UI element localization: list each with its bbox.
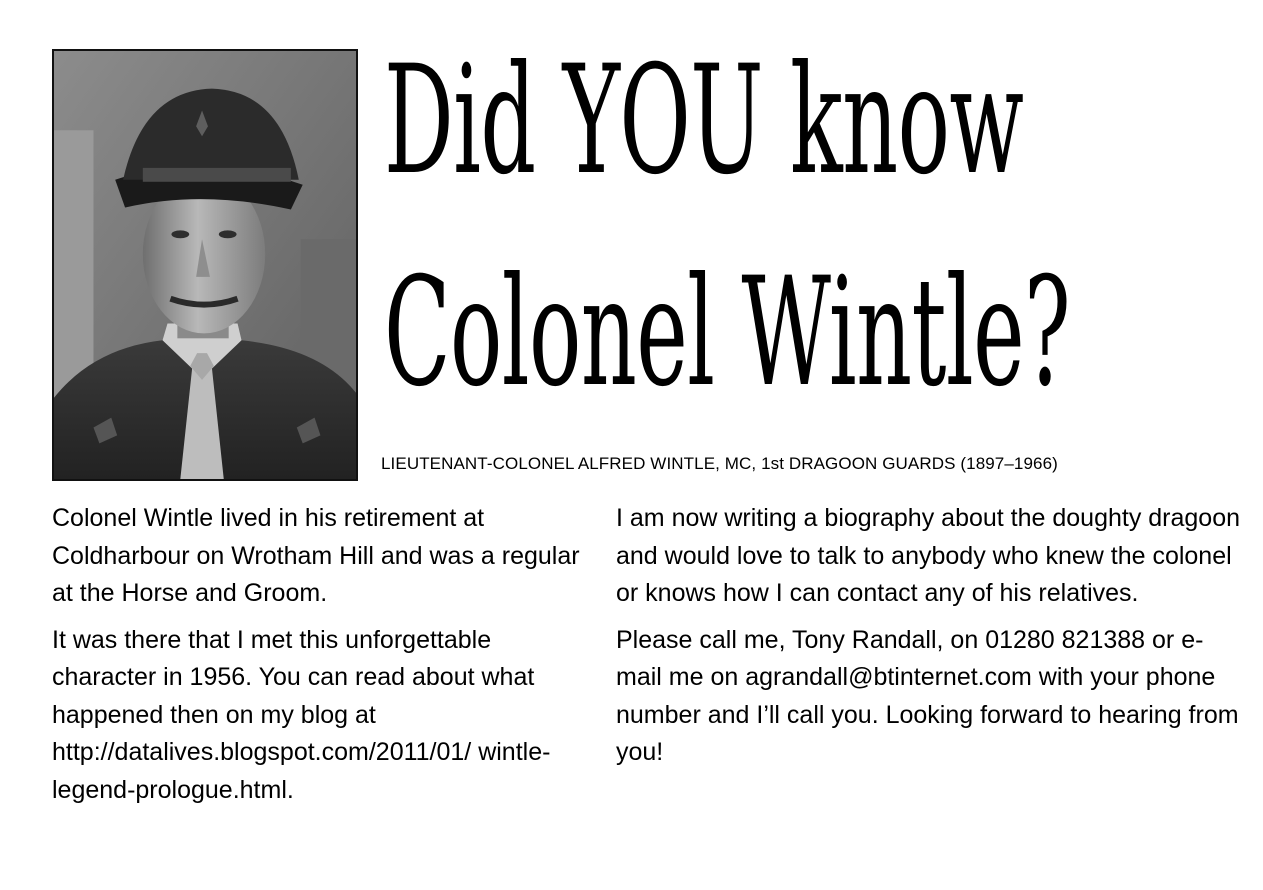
right-paragraph-2: Please call me, Tony Randall, on 01280 821388 or e-mail me on agrandall@btinternet.com with your phone number and I’ll call you. Looking forward to hearing from you! xyxy=(616,625,1239,766)
right-paragraph-1: I am now writing a biography about the doughty dragoon and would love to talk to anybody who knew the colonel or knows how I can contact any of his relatives. xyxy=(616,504,1241,607)
left-paragraph-2: It was there that I met this unforgettable character in 1956. You can read about what happened then on my blog at http://datalives.blogspot.com/2011/01/ wintle-legend-prologue.html. xyxy=(52,625,551,804)
headline-line-1: Did YOU know xyxy=(384,34,1024,208)
left-paragraph-1: Colonel Wintle lived in his retirement at Coldharbour on Wrotham Hill and was a regular at the Horse and Groom. xyxy=(52,504,580,607)
right-column xyxy=(616,500,1246,781)
portrait-photo xyxy=(52,49,358,481)
left-column xyxy=(52,500,582,818)
headline-line-2: Colonel Wintle? xyxy=(384,246,1071,420)
photo-caption: LIEUTENANT-COLONEL ALFRED WINTLE, MC, 1st DRAGOON GUARDS (1897–1966) xyxy=(381,454,1058,473)
portrait-photo-icon xyxy=(54,51,356,479)
